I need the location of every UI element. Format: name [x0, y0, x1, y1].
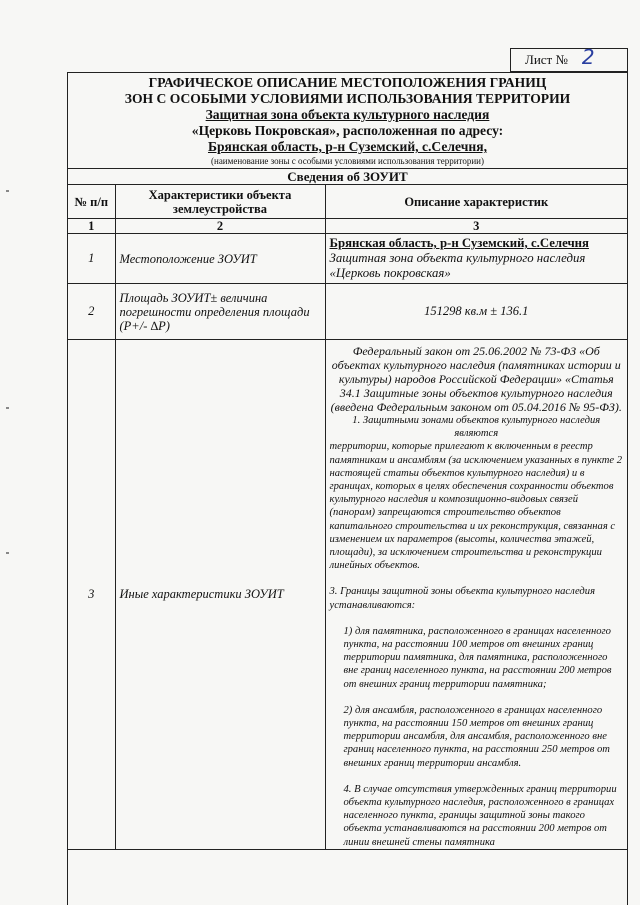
- header-line-5: Брянская область, р-н Суземский, с.Селечня,: [207, 139, 488, 154]
- location-zone-name: Защитная зона объекта культурного наследия «Церковь покровская»: [329, 251, 586, 280]
- paragraph-3: 3. Границы защитной зоны объекта культурного наследия устанавливаются:: [329, 586, 595, 611]
- sheet-label: Лист №: [525, 52, 568, 67]
- row-characteristic: Местоположение ЗОУИТ: [115, 234, 325, 284]
- paragraph-4: 4. В случае отсутствия утвержденных границ территории объекта культурного наследия, расположенного в границах населенного пункта, границы защитной зоны такого объекта устанавливаются на расстоянии 200 метров от линии внешней стены памятника: [343, 783, 617, 848]
- header-line-2: ЗОН С ОСОБЫМИ УСЛОВИЯМИ ИСПОЛЬЗОВАНИЯ ТЕРРИТОРИИ: [124, 91, 571, 106]
- characteristics-table: [68, 184, 627, 850]
- table-header-row: [68, 185, 627, 219]
- document-frame: [67, 72, 628, 905]
- paragraph-1-lead: 1. Защитными зонами объектов культурного наследия являются: [352, 415, 601, 440]
- paragraph-3-1: 1) для памятника, расположенного в границах населенного пункта, на расстоянии 100 метров от внешних границ территории памятника, для памятника, расположенного вне границ населенного пункта, на расстоянии 200 метров от внешних границ территории памятника;: [343, 625, 612, 690]
- col-header-char: Характеристики объекта землеустройства: [115, 185, 325, 219]
- header-line-4: «Церковь Покровская», расположенная по адресу:: [191, 123, 504, 138]
- header-caption: (наименование зоны с особыми условиями использования территории): [211, 156, 484, 166]
- col-header-desc: Описание характеристик: [325, 185, 627, 219]
- row-number: 2: [68, 284, 115, 340]
- document-header: [68, 73, 627, 167]
- header-line-1: ГРАФИЧЕСКОЕ ОПИСАНИЕ МЕСТОПОЛОЖЕНИЯ ГРАНИЦ: [148, 75, 547, 90]
- row-number: 3: [68, 340, 115, 850]
- sheet-number: 2: [581, 45, 595, 69]
- table-row: [68, 234, 627, 284]
- sheet-number-box: [510, 45, 628, 72]
- area-value: 151298 кв.м ± 136.1: [325, 284, 627, 340]
- paragraph-1: территории, которые прилегают к включенным в реестр памятникам и ансамблям (за исключением указанных в пункте 2 настоящей статьи объектов культурного наследия) и в границах, которых в целях обеспечения сохранности объектов культурного наследия и композиционно-видовых связей (панорам) запрещаются строительство объектов капитального строительства и их реконструкция, связанная с изменением их параметров (высоты, количества этажей, площади), за исключением строительства и реконструкции линейных объектов.: [329, 441, 623, 572]
- col-number: 3: [325, 219, 627, 234]
- row-number: 1: [68, 234, 115, 284]
- col-header-num: № п/п: [68, 185, 115, 219]
- row-characteristic: Площадь ЗОУИТ± величина погрешности определения площади (Р+/- ∆Р): [115, 284, 325, 340]
- section-title: Сведения об ЗОУИТ: [68, 168, 627, 184]
- column-number-row: [68, 219, 627, 234]
- col-number: 2: [115, 219, 325, 234]
- margin-mark: [6, 190, 9, 192]
- row-characteristic: Иные характеристики ЗОУИТ: [115, 340, 325, 850]
- paragraph-3-2: 2) для ансамбля, расположенного в границах населенного пункта, на расстоянии 150 метров от внешних границ территории ансамбля, для ансамбля, расположенного вне границ населенного пункта, на расстоянии 250 метров от внешних границ территории ансамбля.: [343, 704, 610, 769]
- margin-mark: [6, 552, 9, 554]
- col-number: 1: [68, 219, 115, 234]
- law-reference: Федеральный закон от 25.06.2002 № 73-ФЗ «Об объектах культурного наследия (памятниках истории и культуры) народов Российской Федерации» «Статья 34.1 Защитные зоны объектов культурного наследия (введена Федеральным законом от 05.04.2016 № 95-ФЗ).: [330, 344, 622, 414]
- table-row: [68, 340, 627, 850]
- header-line-3: Защитная зона объекта культурного наследия: [205, 107, 490, 122]
- location-address: Брянская область, р-н Суземский, с.Селечня: [329, 236, 589, 250]
- margin-mark: [6, 407, 9, 409]
- row-description: [325, 340, 627, 850]
- row-description: [325, 234, 627, 284]
- table-row: [68, 284, 627, 340]
